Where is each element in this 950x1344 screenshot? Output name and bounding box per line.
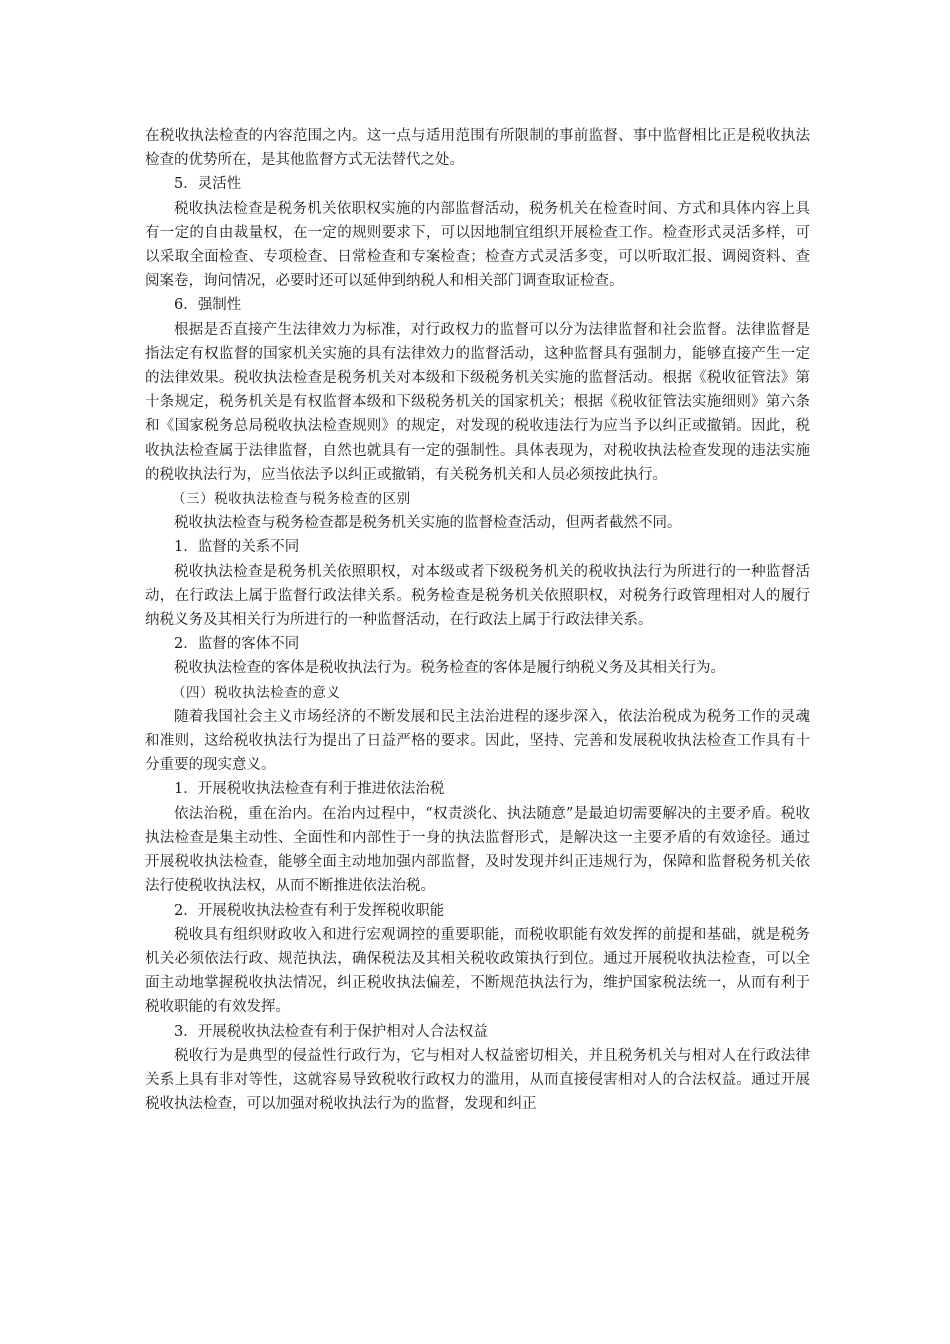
section-heading: 1．开展税收执法检查有利于推进依法治税 xyxy=(174,781,445,798)
section-heading: （三）税收执法检查与税务检查的区别 xyxy=(172,491,411,508)
body-paragraph: 在税收执法检查的内容范围之内。这一点与适用范围有所限制的事前监督、事中监督相比正是税收执法检查的优势所在，是其他监督方式无法替代之处。 xyxy=(145,128,810,169)
body-paragraph: 税收执法检查是税务机关依职权实施的内部监督活动，税务机关在检查时间、方式和具体内容上具有一定的自由裁量权，在一定的规则要求下，可以因地制宜组织开展检查工作。检查形式灵活多样，可以采取全面检查、专项检查、日常检查和专案检查；检查方式灵活多变，可以听取汇报、调阅资料、查阅案卷，询问情况，必要时还可以延伸到纳税人和相关部门调查取证检查。 xyxy=(145,200,810,290)
section-heading: 5．灵活性 xyxy=(174,176,242,193)
body-paragraph: 税收执法检查与税务检查都是税务机关实施的监督检查活动，但两者截然不同。 xyxy=(174,515,682,532)
section-heading: 2．监督的客体不同 xyxy=(174,636,300,653)
body-paragraph: 依法治税，重在治内。在治内过程中，“权责淡化、执法随意”是最迫切需要解决的主要矛盾。税收执法检查是集主动性、全面性和内部性于一身的执法监督形式，是解决这一主要矛盾的有效途径。通过开展税收执法检查，能够全面主动地加强内部监督，及时发现并纠正违规行为，保障和监督税务机关依法行使税收执法权，从而不断推进依法治税。 xyxy=(145,805,810,895)
body-paragraph: 税收具有组织财政收入和进行宏观调控的重要职能，而税收职能有效发挥的前提和基础，就是税务机关必须依法行政、规范执法，确保税法及其相关税收政策执行到位。通过开展税收执法检查，可以全面主动地掌握税收执法情况，纠正税收执法偏差，不断规范执法行为，维护国家税法统一，从而有利于税收职能的有效发挥。 xyxy=(145,926,810,1016)
body-paragraph: 随着我国社会主义市场经济的不断发展和民主法治进程的逐步深入，依法治税成为税务工作的灵魂和准则，这给税收执法行为提出了日益严格的要求。因此，坚持、完善和发展税收执法检查工作具有十分重要的现实意义。 xyxy=(145,708,810,774)
section-heading: 1．监督的关系不同 xyxy=(174,539,300,556)
section-heading: 3．开展税收执法检查有利于保护相对人合法权益 xyxy=(174,1023,488,1040)
body-paragraph: 根据是否直接产生法律效力为标准，对行政权力的监督可以分为法律监督和社会监督。法律监督是指法定有权监督的国家机关实施的具有法律效力的监督活动，这种监督具有强制力，能够直接产生一定的法律效果。税收执法检查是税务机关对本级和下级税务机关实施的监督活动。根据《税收征管法》第十条规定，税务机关是有权监督本级和下级税务机关的国家机关；根据《税收征管法实施细则》第六条和《国家税务总局税收执法检查规则》的规定，对发现的税收违法行为应当予以纠正或撤销。因此，税收执法检查属于法律监督，自然也就具有一定的强制性。具体表现为，对税收执法检查发现的违法实施的税收执法行为，应当依法予以纠正或撤销，有关税务机关和人员必须按此执行。 xyxy=(145,321,810,483)
body-paragraph: 税收行为是典型的侵益性行政行为，它与相对人权益密切相关，并且税务机关与相对人在行政法律关系上具有非对等性，这就容易导致税收行政权力的滥用，从而直接侵害相对人的合法权益。通过开展税收执法检查，可以加强对税收执法行为的监督，发现和纠正 xyxy=(145,1047,810,1113)
section-heading: 2．开展税收执法检查有利于发挥税收职能 xyxy=(174,902,445,919)
section-heading: 6．强制性 xyxy=(174,297,242,314)
section-heading: （四）税收执法检查的意义 xyxy=(172,684,341,701)
body-paragraph: 税收执法检查是税务机关依照职权，对本级或者下级税务机关的税收执法行为所进行的一种监督活动，在行政法上属于监督行政法律关系。税务检查是税务机关依照职权，对税务行政管理相对人的履行纳税义务及其相关行为所进行的一种监督活动，在行政法上属于行政法律关系。 xyxy=(145,563,810,629)
body-paragraph: 税收执法检查的客体是税收执法行为。税务检查的客体是履行纳税义务及其相关行为。 xyxy=(174,660,725,677)
document-page xyxy=(145,124,810,1116)
